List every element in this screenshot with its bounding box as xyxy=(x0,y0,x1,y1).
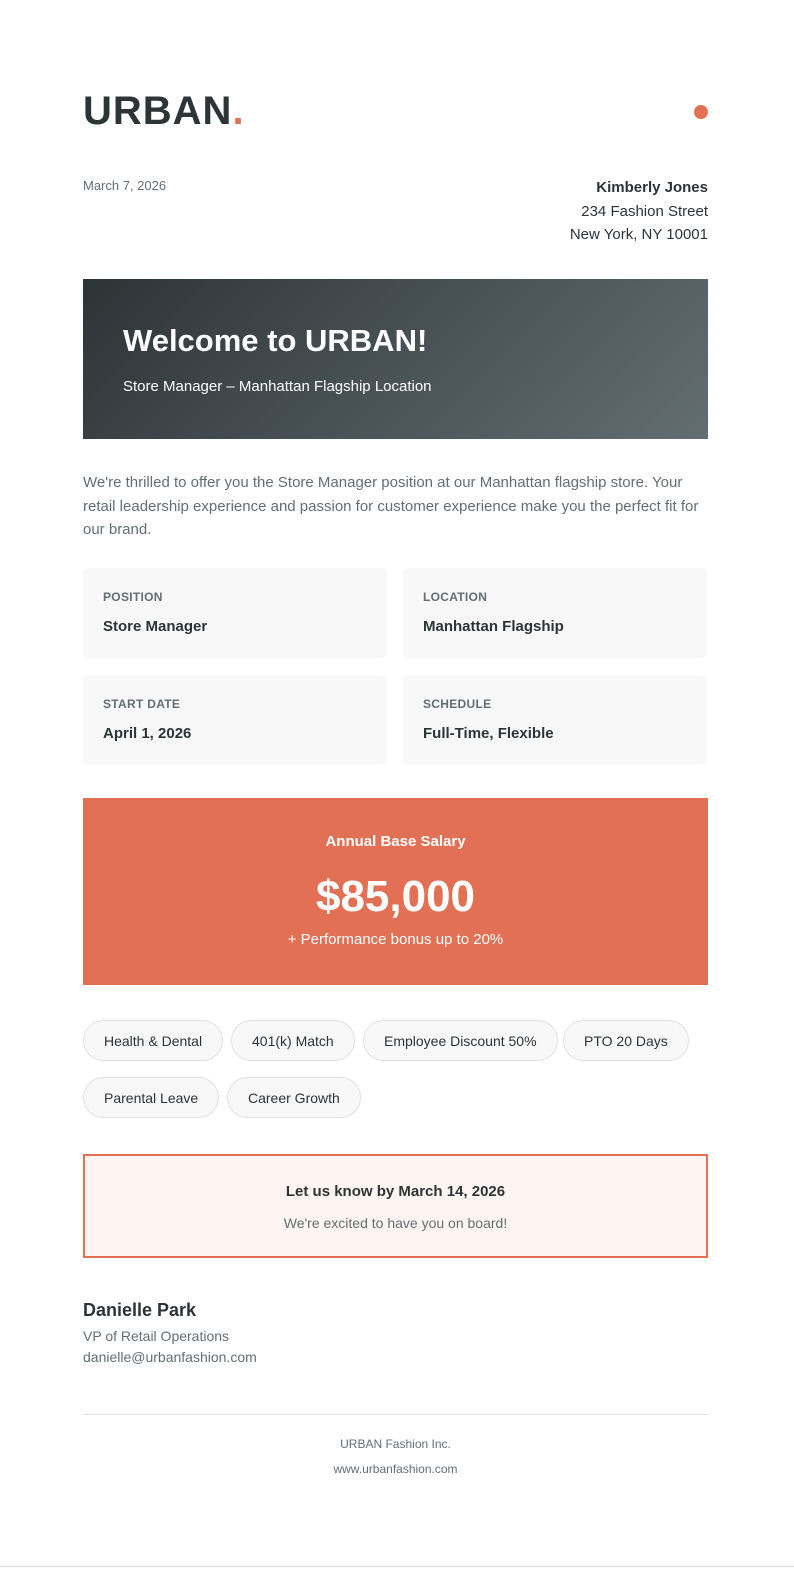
salary-label: Annual Base Salary xyxy=(325,833,466,850)
welcome-title: Welcome to URBAN! xyxy=(123,323,428,358)
detail-card-schedule xyxy=(403,675,707,765)
brand-logo xyxy=(83,88,708,134)
benefit-pill: Health & Dental xyxy=(83,1020,223,1061)
signatory-email[interactable]: danielle@urbanfashion.com xyxy=(83,1349,257,1365)
benefit-pill: Career Growth xyxy=(227,1077,361,1118)
footer-website[interactable]: www.urbanfashion.com xyxy=(333,1462,458,1476)
recipient-city: New York, NY 10001 xyxy=(569,226,708,243)
welcome-banner xyxy=(83,279,708,439)
benefit-pill: Parental Leave xyxy=(83,1077,219,1118)
deadline-title: Let us know by March 14, 2026 xyxy=(285,1183,506,1200)
detail-card-location xyxy=(403,568,707,658)
brand-name: URBAN xyxy=(83,89,233,133)
detail-card-start-date xyxy=(83,675,387,765)
benefit-pill: PTO 20 Days xyxy=(563,1020,689,1061)
page-bottom-border xyxy=(0,1566,794,1567)
welcome-subtitle: Store Manager – Manhattan Flagship Location xyxy=(123,378,432,395)
footer-company: URBAN Fashion Inc. xyxy=(340,1437,451,1451)
recipient-street: 234 Fashion Street xyxy=(581,202,708,220)
signatory-title: VP of Retail Operations xyxy=(83,1328,230,1344)
detail-label: POSITION xyxy=(103,590,163,604)
benefit-pill: 401(k) Match xyxy=(231,1020,355,1061)
letter-date: March 7, 2026 xyxy=(83,178,167,193)
header xyxy=(83,88,708,138)
detail-label: START DATE xyxy=(103,697,181,711)
detail-label: LOCATION xyxy=(423,590,488,604)
detail-label: SCHEDULE xyxy=(423,697,492,711)
salary-amount: $85,000 xyxy=(315,872,476,921)
detail-value: Full-Time, Flexible xyxy=(423,725,554,742)
brand-dot: . xyxy=(232,89,245,133)
accent-dot-icon xyxy=(694,105,708,119)
response-deadline-box xyxy=(83,1154,708,1258)
salary-bonus: + Performance bonus up to 20% xyxy=(287,931,504,948)
recipient-address xyxy=(570,176,708,247)
benefit-pill: Employee Discount 50% xyxy=(363,1020,558,1061)
detail-value: April 1, 2026 xyxy=(103,725,192,742)
detail-card-position xyxy=(83,568,387,658)
footer-divider xyxy=(83,1414,708,1415)
detail-value: Store Manager xyxy=(103,618,208,635)
salary-box xyxy=(83,798,708,985)
recipient-name: Kimberly Jones xyxy=(596,179,708,196)
deadline-subtitle: We're excited to have you on board! xyxy=(283,1215,508,1231)
detail-value: Manhattan Flagship xyxy=(423,618,564,635)
intro-paragraph: We're thrilled to offer you the Store Manager position at our Manhattan flagship store. Your retail leadership experience and passion for customer experience make you the perfect fit for our brand. xyxy=(83,474,699,538)
signatory-name: Danielle Park xyxy=(83,1300,197,1320)
